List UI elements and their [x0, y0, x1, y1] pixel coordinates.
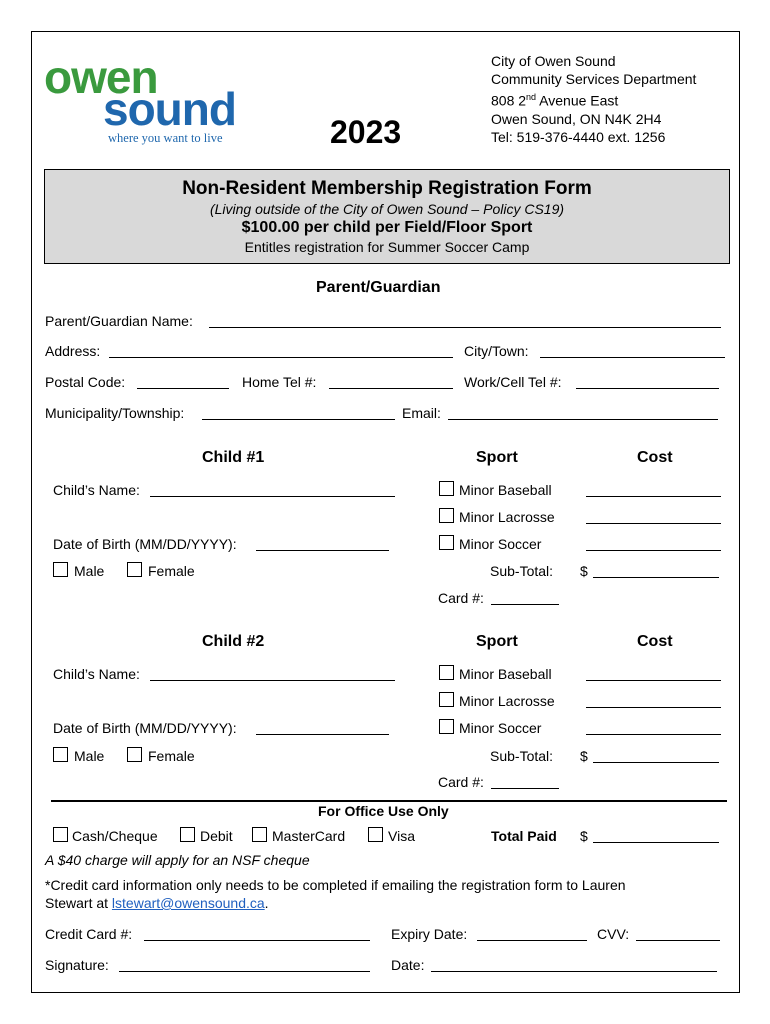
- parent-heading: Parent/Guardian: [316, 279, 441, 296]
- total-paid-label: Total Paid: [491, 828, 557, 844]
- child1-female-label: Female: [148, 563, 195, 579]
- expiry-field[interactable]: [477, 940, 587, 941]
- home-tel-label: Home Tel #:: [242, 374, 317, 390]
- work-tel-label: Work/Cell Tel #:: [464, 374, 562, 390]
- cash-cheque-label: Cash/Cheque: [72, 828, 158, 844]
- child1-lacrosse-label: Minor Lacrosse: [459, 509, 555, 525]
- child2-soccer-label: Minor Soccer: [459, 720, 542, 736]
- child1-heading: Child #1: [202, 449, 265, 466]
- city-label: City/Town:: [464, 343, 529, 359]
- credit-note-line1: *Credit card information only needs to be completed if emailing the registration form to Lauren: [45, 877, 626, 893]
- child2-lacrosse-cost-field[interactable]: [586, 707, 721, 708]
- child1-name-label: Child’s Name:: [53, 482, 140, 498]
- address-line: Owen Sound, ON N4K 2H4: [491, 110, 662, 127]
- office-heading: For Office Use Only: [318, 803, 449, 819]
- child1-soccer-cost-field[interactable]: [586, 550, 721, 551]
- credit-note-suffix: .: [264, 895, 269, 911]
- address-line: Community Services Department: [491, 71, 697, 87]
- address-label: Address:: [45, 343, 101, 359]
- child2-subtotal-label: Sub-Total:: [490, 748, 554, 764]
- date-label: Date:: [391, 957, 425, 973]
- child1-lacrosse-checkbox[interactable]: [439, 508, 454, 523]
- child2-dob-label: Date of Birth (MM/DD/YYYY):: [53, 720, 237, 736]
- total-paid-field[interactable]: [593, 842, 719, 843]
- municipality-field[interactable]: [202, 419, 395, 420]
- child1-dob-label: Date of Birth (MM/DD/YYYY):: [53, 536, 237, 552]
- child2-soccer-cost-field[interactable]: [586, 734, 721, 735]
- debit-checkbox[interactable]: [180, 827, 195, 842]
- child1-dob-field[interactable]: [256, 550, 389, 551]
- child1-soccer-checkbox[interactable]: [439, 535, 454, 550]
- email-label: Email:: [402, 405, 441, 421]
- child1-subtotal-field[interactable]: [593, 577, 719, 578]
- signature-field[interactable]: [119, 971, 370, 972]
- expiry-label: Expiry Date:: [391, 926, 468, 942]
- child1-soccer-label: Minor Soccer: [459, 536, 542, 552]
- credit-note-prefix: Stewart at: [45, 895, 112, 911]
- child1-name-field[interactable]: [150, 496, 395, 497]
- child1-baseball-checkbox[interactable]: [439, 481, 454, 496]
- address-line: [491, 88, 696, 110]
- child2-female-checkbox[interactable]: [127, 747, 142, 762]
- form-title: Non-Resident Membership Registration Form: [182, 178, 592, 199]
- department-address: [491, 52, 696, 146]
- work-tel-field[interactable]: [576, 388, 719, 389]
- logo-sound-text: sound: [103, 83, 236, 135]
- nsf-note: A $40 charge will apply for an NSF cheque: [45, 852, 310, 868]
- child1-card-field[interactable]: [491, 604, 559, 605]
- mastercard-label: MasterCard: [272, 828, 346, 844]
- child2-female-label: Female: [148, 748, 195, 764]
- address-street-name: Avenue East: [536, 92, 619, 109]
- child2-soccer-checkbox[interactable]: [439, 719, 454, 734]
- child2-male-checkbox[interactable]: [53, 747, 68, 762]
- email-field[interactable]: [448, 419, 718, 420]
- child1-baseball-cost-field[interactable]: [586, 496, 721, 497]
- form-subtitle: (Living outside of the City of Owen Sound – Policy CS19): [209, 201, 565, 217]
- address-field[interactable]: [109, 357, 453, 358]
- child2-baseball-label: Minor Baseball: [459, 666, 552, 682]
- child1-female-checkbox[interactable]: [127, 562, 142, 577]
- child2-male-label: Male: [74, 748, 105, 764]
- child2-lacrosse-label: Minor Lacrosse: [459, 693, 555, 709]
- credit-card-label: Credit Card #:: [45, 926, 133, 942]
- child1-cost-heading: Cost: [637, 449, 673, 466]
- mastercard-checkbox[interactable]: [252, 827, 267, 842]
- child2-name-label: Child’s Name:: [53, 666, 140, 682]
- debit-label: Debit: [200, 828, 233, 844]
- municipality-label: Municipality/Township:: [45, 405, 185, 421]
- cvv-field[interactable]: [636, 940, 720, 941]
- address-line: Tel: 519-376-4440 ext. 1256: [491, 128, 666, 145]
- signature-label: Signature:: [45, 957, 109, 973]
- child2-heading: Child #2: [202, 633, 265, 650]
- office-divider: [51, 800, 727, 802]
- logo-owen-text: owen: [44, 51, 158, 103]
- visa-checkbox[interactable]: [368, 827, 383, 842]
- logo-tagline: where you want to live: [108, 131, 223, 145]
- visa-label: Visa: [388, 828, 415, 844]
- child2-subtotal-field[interactable]: [593, 762, 719, 763]
- child1-sport-heading: Sport: [476, 449, 518, 466]
- child2-sport-heading: Sport: [476, 633, 518, 650]
- city-field[interactable]: [540, 357, 725, 358]
- child1-baseball-label: Minor Baseball: [459, 482, 552, 498]
- cash-cheque-checkbox[interactable]: [53, 827, 68, 842]
- credit-note-line2: [45, 895, 269, 911]
- postal-code-field[interactable]: [137, 388, 229, 389]
- parent-name-field[interactable]: [209, 327, 721, 328]
- child2-subtotal-dollar: $: [580, 748, 588, 764]
- credit-card-field[interactable]: [144, 940, 370, 941]
- child1-card-label: Card #:: [438, 590, 484, 606]
- child1-male-label: Male: [74, 563, 105, 579]
- postal-code-label: Postal Code:: [45, 374, 126, 390]
- child2-dob-field[interactable]: [256, 734, 389, 735]
- email-link[interactable]: lstewart@owensound.ca: [111, 895, 265, 911]
- child1-lacrosse-cost-field[interactable]: [586, 523, 721, 524]
- child1-subtotal-label: Sub-Total:: [490, 563, 554, 579]
- child2-cost-heading: Cost: [637, 633, 673, 650]
- child2-name-field[interactable]: [150, 680, 395, 681]
- child2-baseball-checkbox[interactable]: [439, 665, 454, 680]
- home-tel-field[interactable]: [329, 388, 453, 389]
- form-year: 2023: [330, 114, 402, 150]
- child2-lacrosse-checkbox[interactable]: [439, 692, 454, 707]
- form-title-banner: [44, 169, 730, 264]
- child1-male-checkbox[interactable]: [53, 562, 68, 577]
- form-price: $100.00 per child per Field/Floor Sport: [241, 219, 533, 236]
- child2-card-label: Card #:: [438, 774, 484, 790]
- address-line: City of Owen Sound: [491, 53, 616, 69]
- child2-card-field[interactable]: [491, 788, 559, 789]
- total-paid-dollar: $: [580, 828, 588, 844]
- address-superscript: nd: [526, 92, 537, 102]
- form-note: Entitles registration for Summer Soccer Camp: [244, 239, 530, 255]
- parent-name-label: Parent/Guardian Name:: [45, 313, 193, 329]
- address-street-number: 808 2: [491, 92, 527, 109]
- cvv-label: CVV:: [597, 926, 630, 942]
- date-field[interactable]: [431, 971, 717, 972]
- child2-baseball-cost-field[interactable]: [586, 680, 721, 681]
- child1-subtotal-dollar: $: [580, 563, 588, 579]
